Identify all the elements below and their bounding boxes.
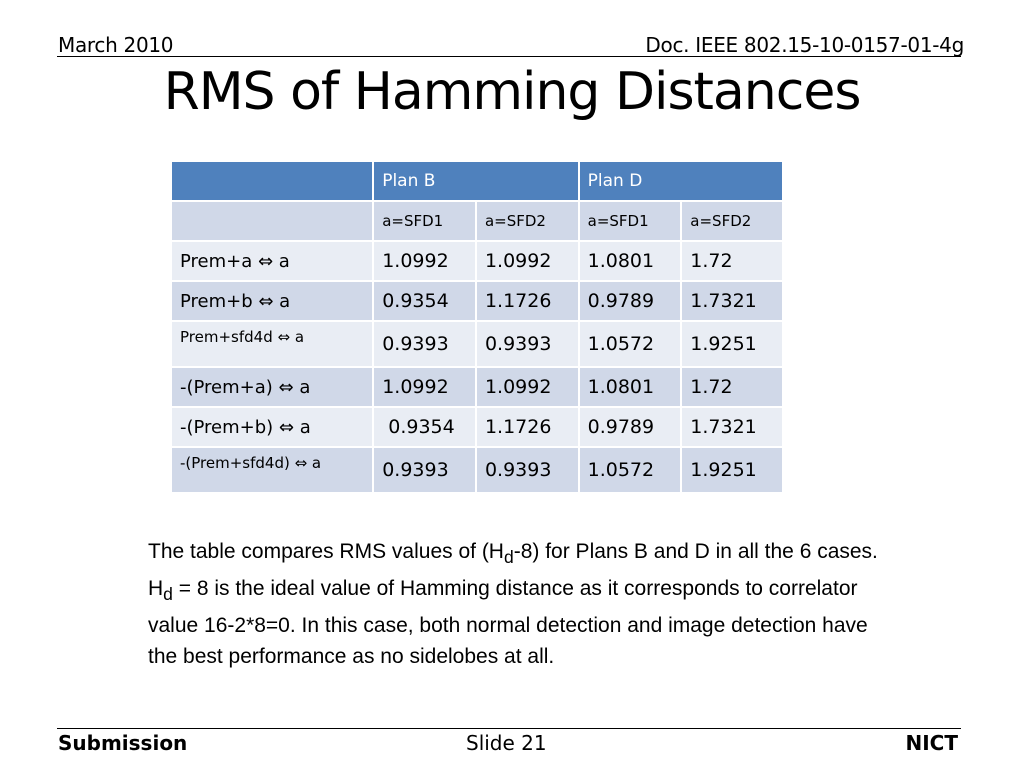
value-cell: 1.7321 bbox=[681, 281, 783, 321]
subheader-cell: a=SFD1 bbox=[373, 201, 476, 241]
slide-title: RMS of Hamming Distances bbox=[163, 62, 861, 122]
value-cell: 0.9354 bbox=[373, 281, 476, 321]
header-plan-b: Plan B bbox=[373, 161, 578, 201]
table-row bbox=[171, 281, 783, 321]
caption-part: -8) for Plans B and D in all the 6 cases. H bbox=[148, 540, 878, 601]
value-cell: 0.9393 bbox=[373, 447, 476, 493]
footer-divider bbox=[57, 728, 961, 729]
value-cell: 1.9251 bbox=[681, 321, 783, 367]
value-cell: 0.9393 bbox=[373, 321, 476, 367]
value-cell: 0.9789 bbox=[579, 281, 682, 321]
row-label: -(Prem+a) ⇔ a bbox=[171, 367, 373, 407]
value-cell: 1.0572 bbox=[579, 321, 682, 367]
value-cell: 1.0992 bbox=[373, 367, 476, 407]
footer-slide-number: Slide 21 bbox=[466, 731, 547, 755]
caption-subscript: d bbox=[503, 547, 514, 568]
value-cell: 1.0801 bbox=[579, 367, 682, 407]
value-cell: 1.1726 bbox=[476, 281, 579, 321]
subheader-cell: a=SFD2 bbox=[476, 201, 579, 241]
header-plan-d: Plan D bbox=[579, 161, 783, 201]
value-cell: 1.0992 bbox=[373, 241, 476, 281]
table-row bbox=[171, 241, 783, 281]
table-row bbox=[171, 367, 783, 407]
value-cell: 1.7321 bbox=[681, 407, 783, 447]
row-label: Prem+sfd4d ⇔ a bbox=[171, 321, 373, 367]
subheader-empty-cell bbox=[171, 201, 373, 241]
footer-submission: Submission bbox=[58, 731, 188, 755]
value-cell: 1.0992 bbox=[476, 241, 579, 281]
table-header-row bbox=[171, 161, 783, 201]
value-cell: 0.9789 bbox=[579, 407, 682, 447]
subheader-cell: a=SFD2 bbox=[681, 201, 783, 241]
value-cell: 1.0801 bbox=[579, 241, 682, 281]
value-cell: 1.72 bbox=[681, 367, 783, 407]
value-cell: 0.9393 bbox=[476, 321, 579, 367]
results-table bbox=[170, 160, 784, 494]
value-cell: 0.9354 bbox=[373, 407, 476, 447]
header-date: March 2010 bbox=[58, 33, 174, 57]
value-cell: 1.72 bbox=[681, 241, 783, 281]
row-label: -(Prem+sfd4d) ⇔ a bbox=[171, 447, 373, 493]
value-cell: 1.9251 bbox=[681, 447, 783, 493]
subheader-cell: a=SFD1 bbox=[579, 201, 682, 241]
header-empty-cell bbox=[171, 161, 373, 201]
caption-text bbox=[148, 536, 888, 672]
row-label: Prem+a ⇔ a bbox=[171, 241, 373, 281]
table-row bbox=[171, 447, 783, 493]
caption-part: = 8 is the ideal value of Hamming distance as it corresponds to correlator value 16-2*8=0. In this case, both normal detection and image detection have the best performance as no sidelobes at all. bbox=[148, 577, 868, 669]
header-doc-id: Doc. IEEE 802.15-10-0157-01-4g bbox=[645, 33, 964, 57]
row-label: -(Prem+b) ⇔ a bbox=[171, 407, 373, 447]
footer-organization: NICT bbox=[905, 731, 958, 755]
value-cell: 0.9393 bbox=[476, 447, 579, 493]
table-subheader-row bbox=[171, 201, 783, 241]
row-label: Prem+b ⇔ a bbox=[171, 281, 373, 321]
value-cell: 1.0992 bbox=[476, 367, 579, 407]
caption-part: The table compares RMS values of (H bbox=[148, 540, 504, 563]
caption-subscript: d bbox=[163, 584, 173, 605]
table-row bbox=[171, 321, 783, 367]
value-cell: 1.0572 bbox=[579, 447, 682, 493]
header-divider bbox=[57, 56, 961, 57]
table-row bbox=[171, 407, 783, 447]
value-cell: 1.1726 bbox=[476, 407, 579, 447]
